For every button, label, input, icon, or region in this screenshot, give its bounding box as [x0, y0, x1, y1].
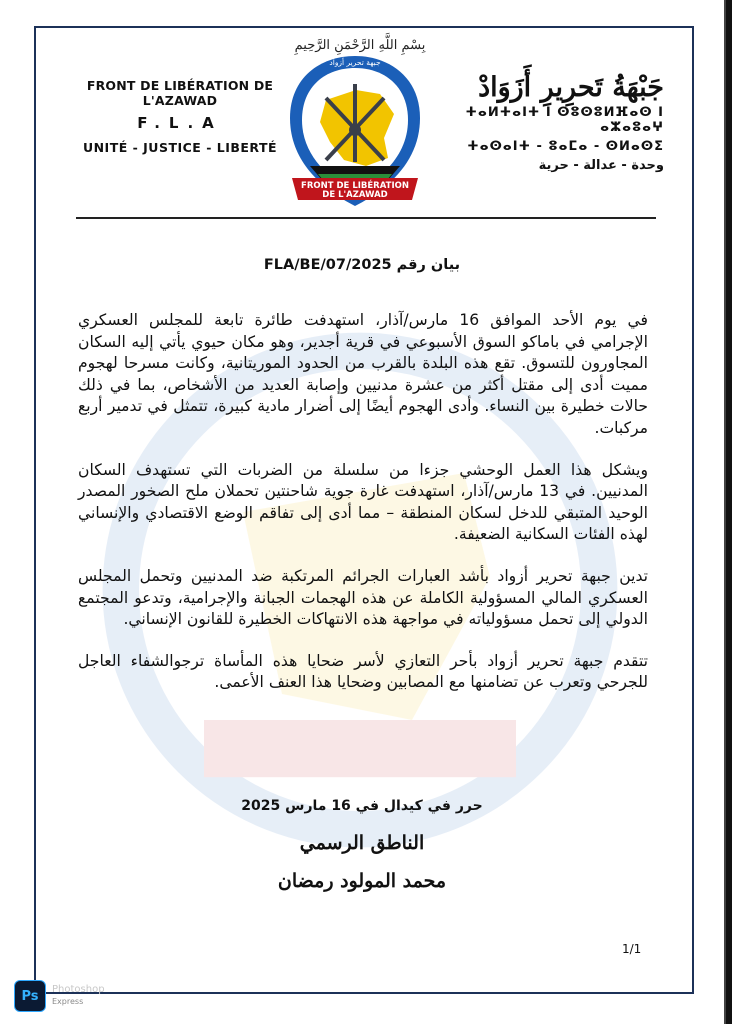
arabic-motto: وحدة - عدالة - حرية — [538, 158, 664, 173]
logo-banner-text-2: DE L'AZAWAD — [322, 190, 388, 200]
tifinagh-motto: ⵜⴰⵙⴰⵏⵜ - ⵓⴰⵎⴰ - ⵙⵍⴰⵙⵉ — [467, 139, 664, 154]
page-number: 1/1 — [622, 942, 642, 956]
tifinagh-org-name: ⵜⴰⵍⵜⴰⵏⵜ ⵏ ⵙⵓⵙⵓⵍⴼⴰⵙ ⵏ ⴰⵣⴰⵓⴰⵖ — [465, 105, 664, 135]
arabic-org-name: جَبْهَةُ تَحرِيرِ أَزَوَادْ — [478, 72, 664, 103]
statement-paragraph: في يوم الأحد الموافق 16 مارس/آذار، استهدفت طائرة تابعة للمجلس العسكري الإجرامي في باماكو السوق الأسبوعي في قرية أجدير، وهو مكان حيوي يأتي إليه السكان المجاورون للتسوق. تقع هذه البلدة بالقرب من الحدود الموريتانية، وكانت مسرحا لهجوم مميت أدى إلى مقتل أكثر من عشرة مدنيين وإصابة العديد من الأشخاص، بما في ذلك حالات خطيرة بين النساء. وأدى الهجوم أيضًا إلى أضرار مادية كبيرة، تتمثل في تدمير أربع مركبات. — [78, 311, 648, 437]
photoshop-badge-text: Ps — [21, 988, 39, 1004]
french-header — [60, 78, 300, 155]
logo-banner-text-1: FRONT DE LIBÉRATION — [301, 181, 409, 191]
french-motto: UNITÉ - JUSTICE - LIBERTÉ — [82, 140, 278, 155]
logo-ring-text: جبهة تحرير أزواد — [329, 58, 381, 67]
statement-paragraph: تتقدم جبهة تحرير أزواد بأحر التعازي لأسر ضحايا هذه المأساة ترجوالشفاء العاجل للجرحي وتعرب عن تضامنها مع المصابين وضحايا هذا العنف الأعمى. — [78, 651, 648, 692]
basmala: بِسْمِ اللَّهِ الرَّحْمَنِ الرَّحِيمِ — [294, 38, 426, 53]
header-divider — [76, 217, 656, 219]
french-org-abbr: F.L.A — [137, 114, 223, 132]
arabic-header — [454, 72, 664, 173]
photoshop-app-icon[interactable] — [14, 980, 46, 1012]
signature-role: الناطق الرسمي — [299, 832, 425, 854]
statement-paragraph: ويشكل هذا العمل الوحشي جزءا من سلسلة من الضربات التي تستهدف السكان المدنيين. في 13 مارس/آذار، استهدفت غارة جوية شاحنتين تحملان ملح الصخور المصدر الوحيد المتبقي للدخل لسكان المنطقة – مما أدى إلى تفاقم الوضع الاقتصادي والإنساني لهذه الفئات السكانية الضعيفة. — [78, 460, 649, 544]
signature-date: حرر في كيدال في 16 مارس 2025 — [241, 798, 483, 814]
statement-title: بيان رقم 2025/FLA/BE/07 — [263, 257, 461, 273]
fla-logo — [270, 38, 440, 223]
signature-name: محمد المولود رمضان — [277, 870, 447, 892]
photoshop-label — [52, 984, 105, 1008]
statement-body — [78, 310, 648, 714]
photoshop-label-text: Photoshop — [52, 984, 105, 995]
french-org-name: FRONT DE LIBÉRATION DE L'AZAWAD — [86, 78, 274, 108]
photoshop-sublabel-text: Express — [52, 997, 84, 1006]
statement-paragraph: تدين جبهة تحرير أزواد بأشد العبارات الجرائم المرتكبة ضد المدنيين وتحمل المجلس العسكري المالي المسؤولية الكاملة عن هذه الهجمات الجبانة والإجرامية، وتدعو المجتمع الدولي إلى تحمل مسؤولياته في مواجهة هذه الانتهاكات الخطيرة للقانون الإنساني. — [78, 566, 648, 629]
